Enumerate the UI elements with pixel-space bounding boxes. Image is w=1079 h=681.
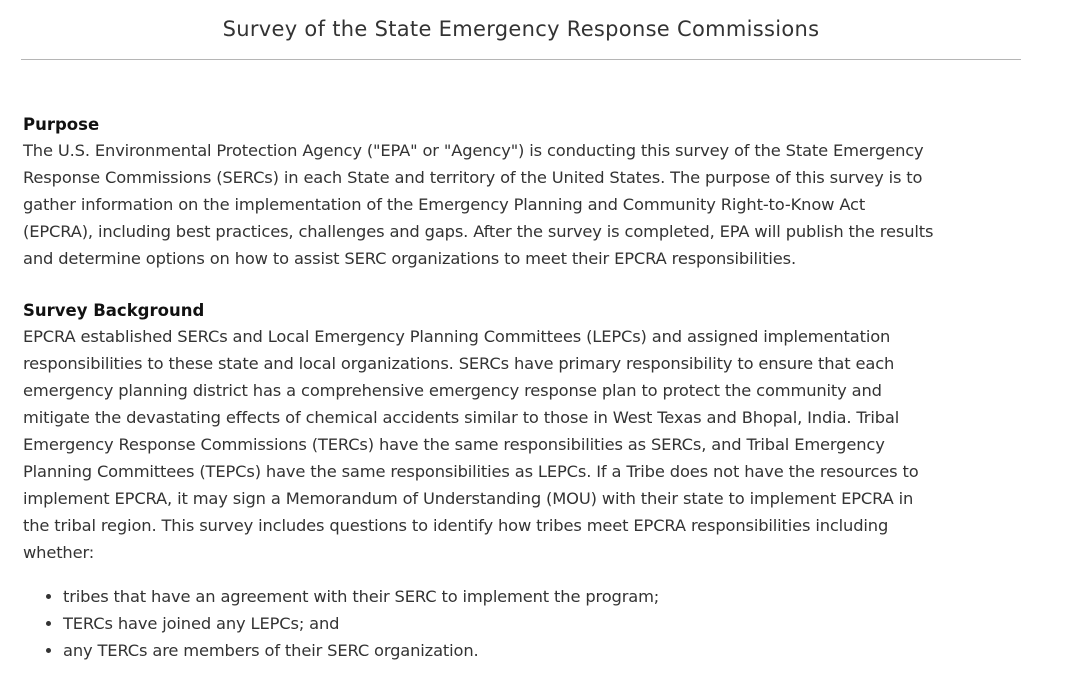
- bullet-item: • tribes that have an agreement with their SERC to implement the program;: [63, 583, 1023, 610]
- purpose-text: [23, 137, 1023, 272]
- background-bullet-list: [23, 583, 1023, 664]
- background-line: Emergency Response Commissions (TERCs) have the same responsibilities as SERCs, and Tribal Emergency: [23, 435, 885, 454]
- purpose-heading: Purpose: [23, 115, 100, 134]
- background-heading: Survey Background: [23, 301, 205, 320]
- background-line: implement EPCRA, it may sign a Memorandum of Understanding (MOU) with their state to implement EPCRA in: [23, 489, 914, 508]
- purpose-line: (EPCRA), including best practices, challenges and gaps. After the survey is completed, EPA will publish the results: [23, 222, 934, 241]
- background-line: the tribal region. This survey includes questions to identify how tribes meet EPCRA responsibilities including: [23, 516, 889, 535]
- bullet-item: • any TERCs are members of their SERC organization.: [63, 637, 1023, 664]
- page-header: [21, 0, 1021, 60]
- bullet-item: • TERCs have joined any LEPCs; and: [63, 610, 1023, 637]
- purpose-line: gather information on the implementation of the Emergency Planning and Community Right-to-Know Act: [23, 195, 866, 214]
- survey-content: [23, 113, 1023, 664]
- purpose-line: The U.S. Environmental Protection Agency ("EPA" or "Agency") is conducting this survey of the State Emergency: [23, 141, 924, 160]
- background-line: Planning Committees (TEPCs) have the same responsibilities as LEPCs. If a Tribe does not have the resources to: [23, 462, 919, 481]
- background-section: [23, 299, 1023, 664]
- background-text: [23, 323, 1023, 566]
- purpose-section: [23, 113, 1023, 272]
- purpose-line: and determine options on how to assist SERC organizations to meet their EPCRA responsibilities.: [23, 249, 797, 268]
- page-title: Survey of the State Emergency Response Commissions: [222, 17, 820, 41]
- background-line: emergency planning district has a comprehensive emergency response plan to protect the community and: [23, 381, 882, 400]
- background-line: EPCRA established SERCs and Local Emergency Planning Committees (LEPCs) and assigned implementation: [23, 327, 891, 346]
- background-line: whether:: [23, 543, 95, 562]
- background-line: mitigate the devastating effects of chemical accidents similar to those in West Texas and Bhopal, India. Tribal: [23, 408, 900, 427]
- purpose-line: Response Commissions (SERCs) in each State and territory of the United States. The purpose of this survey is to: [23, 168, 923, 187]
- background-line: responsibilities to these state and local organizations. SERCs have primary responsibility to ensure that each: [23, 354, 895, 373]
